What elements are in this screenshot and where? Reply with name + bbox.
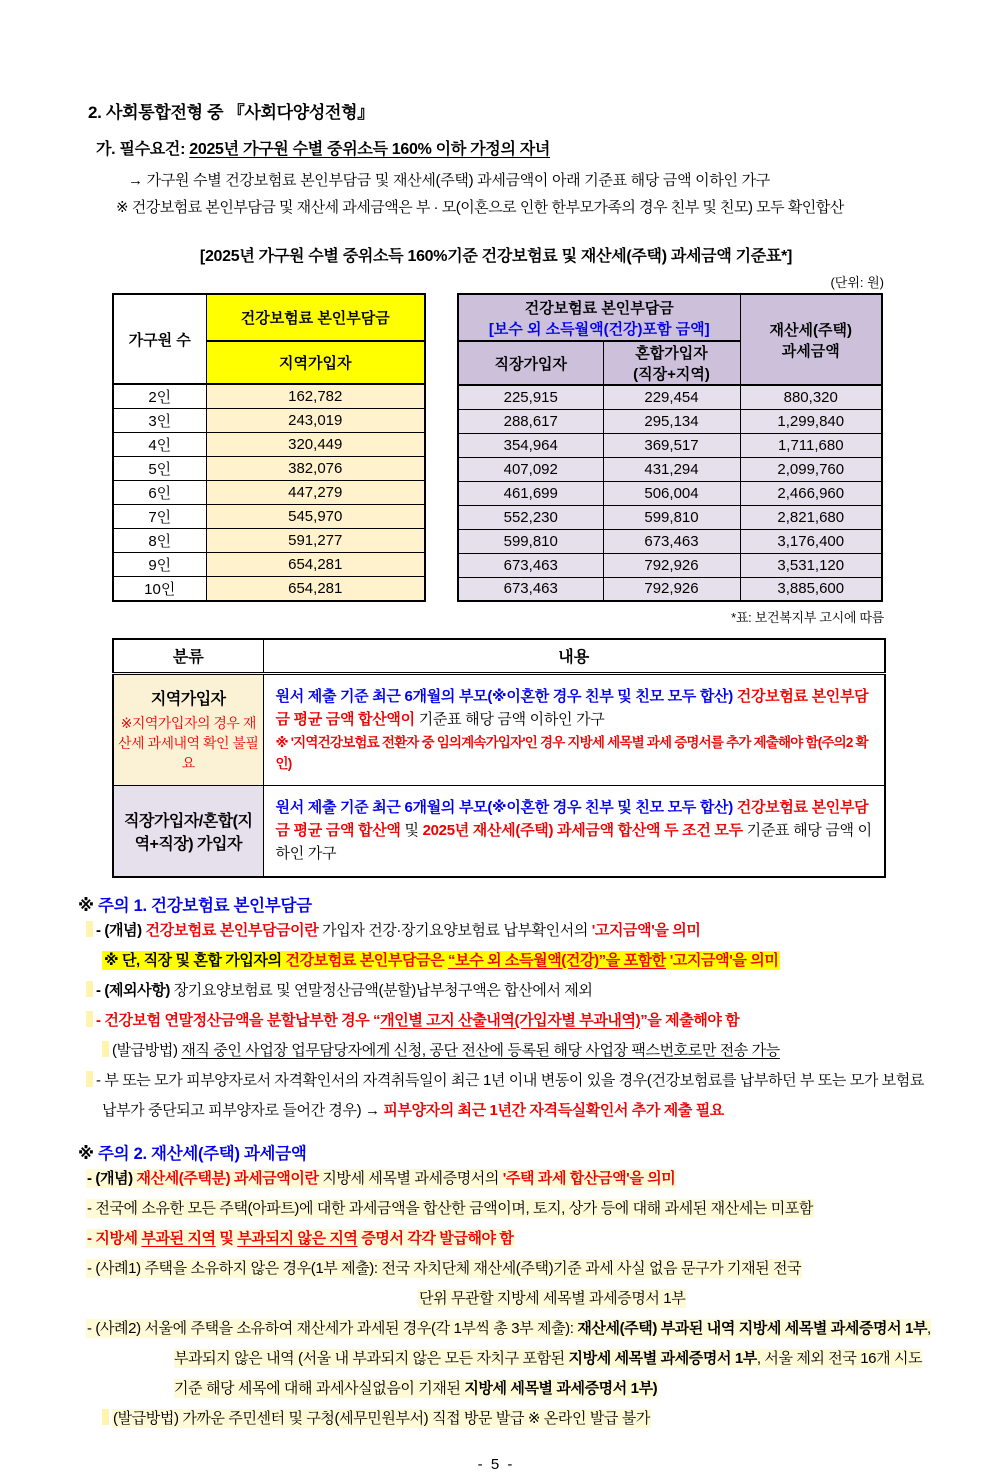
table-row	[113, 384, 425, 408]
notice2-line-case1	[78, 1254, 938, 1284]
regional-premium-cell: 654,281	[206, 553, 425, 577]
mixed-premium-cell: 792,926	[603, 553, 740, 577]
notice1-line-highlighted	[78, 946, 938, 976]
property-tax-cell: 880,320	[740, 385, 882, 409]
regional-subscriber-label-cell	[113, 673, 263, 785]
yellow-highlight	[102, 951, 780, 970]
line-segment: - 지방세	[87, 1229, 142, 1247]
line-segment: 개인별 고지 산출내역(가입자별 부과내역)	[380, 1011, 641, 1029]
notice2-heading-symbol: ※	[78, 1144, 94, 1163]
table-row	[458, 457, 882, 481]
regional-premium-header: 건강보험료 본인부담금	[206, 294, 425, 341]
property-tax-cell: 3,531,120	[740, 553, 882, 577]
mixed-premium-cell: 673,463	[603, 529, 740, 553]
highlight-mark	[86, 921, 93, 937]
table-row	[113, 481, 425, 505]
table-row	[458, 553, 882, 577]
line-segment: '주택 과세 합산금액'을 의미	[502, 1169, 676, 1187]
criteria-table-left	[112, 293, 426, 602]
notice2-heading	[78, 1140, 938, 1164]
property-tax-cell: 3,885,600	[740, 577, 882, 601]
line-segment: 단위 무관할 지방세 세목별 과세증명서 1부	[419, 1289, 686, 1307]
criteria-table-right	[457, 293, 883, 602]
notice1-heading-text: 주의 1. 건강보험료 본인부담금	[98, 896, 312, 915]
line-segment: 부과되지 않은 지역	[237, 1229, 358, 1247]
table-header-row	[113, 639, 885, 673]
regional-premium-cell: 320,449	[206, 432, 425, 456]
highlight-mark	[86, 1011, 93, 1027]
regional-subscriber-content-cell	[263, 673, 885, 785]
mixed-premium-cell: 599,810	[603, 505, 740, 529]
table-row	[113, 673, 885, 785]
regional-premium-cell: 243,019	[206, 408, 425, 432]
notice1-line-dependent	[78, 1066, 938, 1126]
employee-mixed-label-cell	[113, 785, 263, 876]
classification-table	[112, 638, 886, 878]
line-segment: 가입자 건강·장기요양보험료 납부확인서의	[322, 921, 588, 939]
household-size-header: 가구원 수	[113, 294, 206, 384]
class-header: 분류	[113, 639, 263, 673]
household-size-cell: 3인	[113, 408, 206, 432]
table-row	[113, 577, 425, 601]
household-size-cell: 4인	[113, 432, 206, 456]
notice-section-1	[78, 892, 938, 1126]
mixed-premium-cell: 506,004	[603, 481, 740, 505]
table-row	[113, 785, 885, 876]
line-segment: (발급방법) 가까운 주민센터 및 구청(세무민원부서) 직접 방문 발급 ※ 온라인 발급 불가	[113, 1409, 650, 1427]
table-row	[458, 505, 882, 529]
line-segment: 건강보험료 본인부담금은	[285, 951, 445, 969]
regional-premium-cell: 382,076	[206, 457, 425, 481]
notice-section-2	[78, 1140, 938, 1434]
line-segment: - 전국에 소유한 모든 주택(아파트)에 대한 과세금액을 합산한 금액이며, 토지, 상가 등에 대해 과세된 재산세는 미포함	[87, 1199, 813, 1217]
requirement-condition: 2025년 가구원 수별 중위소득 160% 이하 가정의 자녀	[189, 141, 551, 158]
notice2-line-regions	[78, 1224, 938, 1254]
asterisk-note-line: ※ 건강보험료 본인부담금 및 재산세 과세금액은 부 · 모(이혼으로 인한 한부모가족의 경우 친부 및 친모) 모두 확인합산	[116, 199, 844, 216]
line-segment: 재산세(주택분) 과세금액이란	[136, 1169, 319, 1187]
line-segment: (발급방법)	[112, 1041, 178, 1059]
employee-premium-cell: 599,810	[458, 529, 603, 553]
employee-premium-cell: 225,915	[458, 385, 603, 409]
household-size-cell: 6인	[113, 481, 206, 505]
line-segment: 건강보험료 본인부담금이란	[145, 921, 319, 939]
premium-group-header	[458, 294, 740, 341]
table-header-row	[458, 294, 882, 341]
mixed-premium-cell: 229,454	[603, 385, 740, 409]
employee-premium-cell: 288,617	[458, 409, 603, 433]
table-row	[458, 409, 882, 433]
arrow-note-line: → 가구원 수별 건강보험료 본인부담금 및 재산세(주택) 과세금액이 아래 기준표 해당 금액 이하인 가구	[128, 172, 770, 189]
table-row	[458, 577, 882, 601]
line-segment: “보수 외 소득월액(건강)”을 포함한	[448, 951, 666, 969]
content-segment-red: 2025년 재산세(주택) 과세금액 합산액 두 조건 모두	[422, 822, 743, 840]
table-header-row	[113, 294, 425, 341]
pale-highlight	[86, 1229, 515, 1248]
regional-premium-cell: 545,970	[206, 505, 425, 529]
table-row	[113, 553, 425, 577]
content-segment-black: 기준표 해당 금액 이하인 가구	[418, 710, 605, 728]
line-segment: 피부양자의 최근 1년간 자격득실확인서 추가 제출 필요	[383, 1101, 724, 1119]
line-segment: 장기요양보험료 및 연말정산금액(분할)납부청구액은 합산에서 제외	[173, 981, 593, 999]
table-row	[458, 529, 882, 553]
highlight-mark	[86, 1071, 93, 1087]
table-row	[113, 432, 425, 456]
content-segment-red: 건강보험료 본인부담금 평균 금액 합산액	[275, 798, 869, 840]
property-tax-header-line2: 과세금액	[781, 342, 840, 360]
regional-premium-cell: 447,279	[206, 481, 425, 505]
content-header: 내용	[263, 639, 885, 673]
employee-premium-cell: 354,964	[458, 433, 603, 457]
mixed-subscriber-header	[603, 341, 740, 385]
line-segment: - (개념)	[87, 1169, 133, 1187]
table-title: [2025년 가구원 수별 중위소득 160%기준 건강보험료 및 재산세(주택) 과세금액 기준표*]	[199, 248, 793, 265]
line-segment: ”을 제출해야 함	[640, 1011, 740, 1029]
property-tax-header-line1: 재산세(주택)	[769, 321, 852, 339]
notice2-line-concept	[78, 1164, 938, 1194]
mixed-premium-cell: 295,134	[603, 409, 740, 433]
table-row	[113, 505, 425, 529]
line-segment: 지방세 세목별 과세증명서의	[322, 1169, 499, 1187]
household-size-cell: 10인	[113, 577, 206, 601]
employee-premium-cell: 673,463	[458, 553, 603, 577]
property-tax-cell: 1,299,840	[740, 409, 882, 433]
line-segment: 부과된 지역	[141, 1229, 216, 1247]
property-tax-cell: 2,821,680	[740, 505, 882, 529]
table-row	[458, 481, 882, 505]
property-tax-cell: 1,711,680	[740, 433, 882, 457]
line-segment: 지방세 세목별 과세증명서 1부)	[464, 1379, 658, 1397]
line-segment: - (사례2) 서울에 주택을 소유하여 재산세가 과세된 경우(각 1부씩 총 3부 제출):	[87, 1319, 578, 1337]
property-tax-header	[740, 294, 882, 385]
notice2-heading-text: 주의 2. 재산세(주택) 과세금액	[98, 1144, 307, 1163]
notice2-line-issuance	[78, 1404, 938, 1434]
criteria-table	[112, 293, 992, 602]
line-segment: - (제외사항)	[96, 981, 170, 999]
household-size-cell: 7인	[113, 505, 206, 529]
regional-subscriber-label: 지역가입자	[150, 690, 226, 708]
highlight-mark	[86, 981, 93, 997]
line-segment: - 건강보험 연말정산금액을 분할납부한 경우 “	[96, 1011, 381, 1029]
table-unit-label: (단위: 원)	[830, 275, 884, 290]
section-title: 2. 사회통합전형 중 『사회다양성전형』	[88, 103, 374, 122]
content-segment-red: 건강보험료 본인부담금 평균 금액 합산액이	[275, 687, 869, 728]
table-footnote: *표: 보건복지부 고시에 따름	[731, 610, 884, 625]
mixed-premium-cell: 431,294	[603, 457, 740, 481]
pale-highlight	[86, 1319, 931, 1398]
regional-subscriber-content	[276, 685, 873, 732]
employee-premium-cell: 552,230	[458, 505, 603, 529]
employee-mixed-label: 직장가입자/혼합(지역+직장) 가입자	[124, 812, 253, 853]
regional-subscriber-header: 지역가입자	[206, 341, 425, 384]
line-segment: - (개념)	[96, 921, 142, 939]
regional-subscriber-content-note: ※ '지역건강보험료 전환자 중 임의계속가입자'인 경우 지방세 세목별 과세 증명서를 추가 제출해야 함(주의2 확인)	[275, 735, 868, 771]
regional-premium-cell: 162,782	[206, 384, 425, 408]
line-segment: 재직 중인 사업장 업무담당자에게 신청, 공단 전산에 등록된 해당 사업장 팩스번호로만 전송 가능	[181, 1041, 780, 1059]
household-size-cell: 9인	[113, 553, 206, 577]
employee-mixed-content-cell	[263, 785, 885, 876]
line-segment: - 부 또는 모가 피부양자로서 자격확인서의 자격취득일이 최근 1년 이내 변동이 있을 경우(건강보험료를 납부하던 부 또는 모가 보험료 납부가 중단되고 피부양자로 들어간 경우) →	[96, 1071, 924, 1119]
notice1-line-exclusion	[78, 976, 938, 1006]
page-number: - 5 -	[477, 1455, 515, 1473]
line-segment: 및	[215, 1229, 238, 1247]
premium-group-subtitle: [보수 외 소득월액(건강)포함 금액]	[488, 320, 710, 338]
table-row	[113, 408, 425, 432]
line-segment: ※ 단, 직장 및 혼합 가입자의	[104, 951, 282, 969]
line-segment: '고지금액'을 의미	[669, 951, 779, 969]
table-row	[458, 385, 882, 409]
content-segment-black: 기준표 해당 금액 이하인 가구	[275, 822, 872, 863]
pale-highlight	[86, 1169, 676, 1188]
regional-premium-cell: 654,281	[206, 577, 425, 601]
line-segment: 증명서 각각 발급해야 함	[357, 1229, 514, 1247]
regional-premium-cell: 591,277	[206, 529, 425, 553]
household-size-cell: 5인	[113, 457, 206, 481]
table-row	[113, 457, 425, 481]
table-gap-spacer	[426, 293, 457, 602]
property-tax-cell: 3,176,400	[740, 529, 882, 553]
mixed-subscriber-header-line2: (직장+지역)	[633, 366, 710, 383]
content-segment-blue: 원서 제출 기준 최근 6개월의 부모(※이혼한 경우 친부 및 친모 모두 합산)	[275, 687, 733, 705]
household-size-cell: 8인	[113, 529, 206, 553]
premium-group-title: 건강보험료 본인부담금	[524, 299, 674, 317]
requirement-label: 가. 필수요건:	[96, 141, 186, 158]
content-segment-blue: 원서 제출 기준 최근 6개월의 부모(※이혼한 경우 친부 및 친모 모두 합산)	[275, 798, 733, 816]
household-size-cell: 2인	[113, 384, 206, 408]
employee-premium-cell: 461,699	[458, 481, 603, 505]
line-segment: , 부과되지 않은 내역 (서울 내 부과되지 않은 모든 자치구 포함된	[174, 1319, 931, 1367]
highlight-mark	[102, 1409, 109, 1425]
mixed-premium-cell: 369,517	[603, 433, 740, 457]
line-segment: - (사례1) 주택을 소유하지 않은 경우(1부 제출): 전국 자치단체 재산세(주택)기준 과세 사실 없음 문구가 기재된 전국	[87, 1259, 802, 1277]
line-segment: 지방세 세목별 과세증명서 1부	[568, 1349, 757, 1367]
table-row	[458, 433, 882, 457]
highlight-mark	[102, 1041, 109, 1057]
table-row	[113, 529, 425, 553]
mixed-subscriber-header-line1: 혼합가입자	[635, 345, 708, 362]
notice2-line-case1-cont	[78, 1284, 938, 1314]
notice2-line-case2	[78, 1314, 938, 1404]
notice1-heading	[78, 892, 938, 916]
employee-premium-cell: 673,463	[458, 577, 603, 601]
notice1-line-installment	[78, 1006, 938, 1036]
requirement-line	[96, 136, 992, 159]
property-tax-cell: 2,099,760	[740, 457, 882, 481]
line-segment: 재산세(주택) 부과된 내역 지방세 세목별 과세증명서 1부	[577, 1319, 928, 1337]
property-tax-cell: 2,466,960	[740, 481, 882, 505]
notice1-heading-symbol: ※	[78, 896, 94, 915]
content-segment-black: 및	[404, 822, 419, 840]
line-segment: '고지금액'을 의미	[591, 921, 701, 939]
notice2-line-scope	[78, 1194, 938, 1224]
mixed-premium-cell: 792,926	[603, 577, 740, 601]
employee-premium-cell: 407,092	[458, 457, 603, 481]
notice1-line-issuance	[78, 1036, 938, 1066]
notice1-line-concept	[78, 916, 938, 946]
regional-subscriber-label-note: ※지역가입자의 경우 재산세 과세내역 확인 불필요	[118, 714, 259, 772]
line-segment: , 서울 제외 전국 16개 시도 기준 해당 세목에 대해 과세사실없음이 기재된	[174, 1349, 923, 1397]
employee-subscriber-header: 직장가입자	[458, 341, 603, 385]
